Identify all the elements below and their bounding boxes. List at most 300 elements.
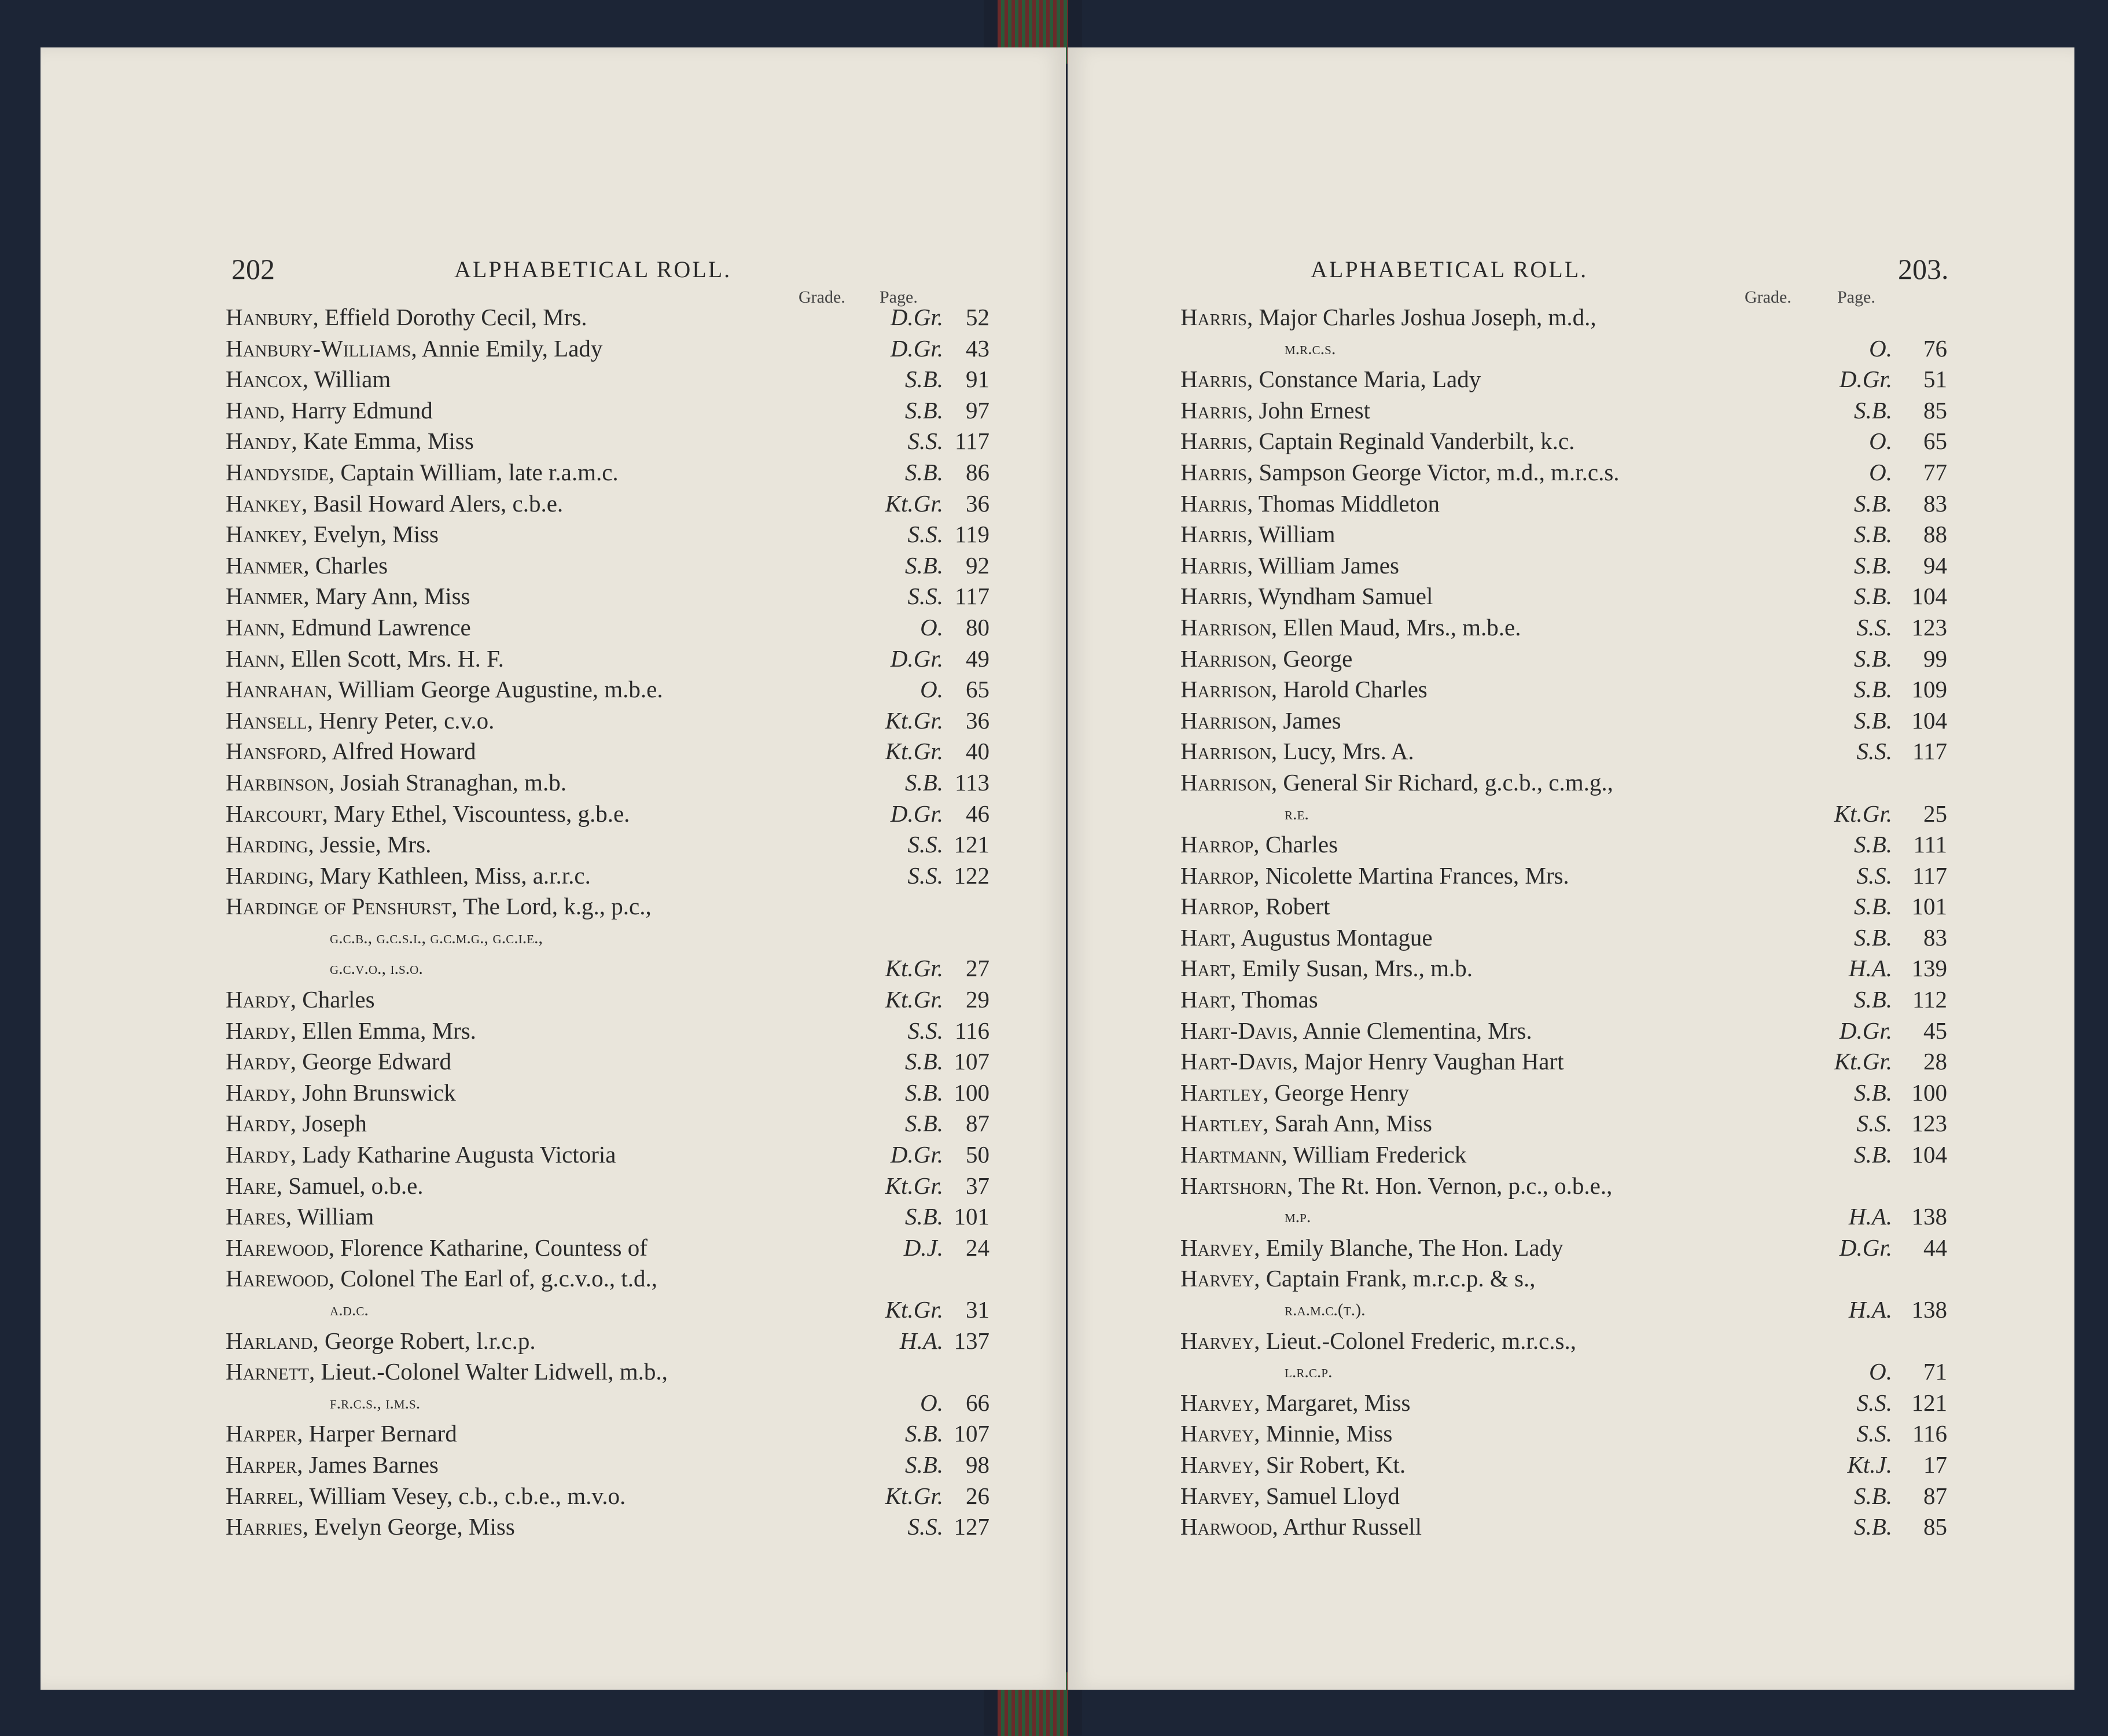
entry-name: [226, 799, 630, 830]
entry-row: [1180, 612, 1950, 643]
entry-grade: Kt.Gr.: [885, 1296, 943, 1323]
entry-row: [1180, 364, 1950, 395]
entry-page: 85: [1923, 1513, 1947, 1540]
entry-name: [1180, 829, 1338, 860]
entry-page: 80: [966, 613, 989, 641]
entry-row: [226, 519, 989, 550]
entry-row: [1180, 891, 1950, 922]
entry-name: [226, 488, 563, 520]
entry-name: [1180, 1016, 1532, 1047]
entry-row: [226, 1139, 989, 1171]
entry-continuation-row: [226, 922, 989, 954]
entry-row: [226, 612, 989, 643]
entry-surname: Harris,: [1180, 304, 1253, 330]
entry-given-names: George Edward: [302, 1048, 451, 1075]
entry-page: 24: [966, 1234, 989, 1261]
entry-row: [226, 860, 989, 892]
entry-given-names: Evelyn, Miss: [313, 521, 439, 548]
entry-name: [226, 1450, 439, 1481]
entry-row: [226, 302, 989, 333]
entry-grade: D.Gr.: [890, 304, 943, 330]
entry-row: [1180, 1418, 1950, 1450]
entry-name: [1180, 550, 1399, 582]
entry-page: 104: [1911, 583, 1947, 610]
entry-name: [1180, 922, 1433, 954]
entry-grade: S.B.: [1853, 490, 1892, 517]
entry-surname: Harvey,: [1180, 1265, 1260, 1292]
entry-given-names: The Lord, k.g., p.c.,: [463, 893, 652, 920]
entry-name: [226, 364, 391, 395]
entry-continuation-text: f.r.c.s., i.m.s.: [330, 1393, 421, 1413]
entry-grade: Kt.Gr.: [885, 490, 943, 517]
right-grade-header: Grade.: [1745, 288, 1791, 307]
entry-row: [226, 1108, 989, 1139]
entry-given-names: Augustus Montague: [1241, 924, 1433, 951]
entry-grade: O.: [1869, 458, 1892, 486]
entry-name: [1180, 612, 1521, 643]
entry-row: [226, 1356, 989, 1388]
entry-row: [1180, 674, 1950, 705]
entry-page: 116: [1912, 1420, 1947, 1447]
entry-continuation-text: g.c.v.o., i.s.o.: [330, 959, 423, 979]
entry-grade: O.: [1869, 428, 1892, 455]
entry-grade: S.B.: [904, 458, 943, 486]
entry-name: [226, 643, 504, 675]
entry-grade: S.S.: [1856, 738, 1892, 765]
entry-page: 40: [966, 738, 989, 765]
entry-grade: Kt.Gr.: [885, 1482, 943, 1509]
entry-name: [226, 674, 663, 705]
entry-row: [226, 395, 989, 426]
entry-row: [1180, 1171, 1950, 1202]
entry-given-names: Charles: [1265, 831, 1338, 858]
entry-page: 83: [1923, 924, 1947, 951]
entry-grade: S.B.: [1853, 645, 1892, 672]
entry-given-names: Nicolette Martina Frances, Mrs.: [1265, 862, 1569, 889]
entry-name: [1285, 799, 1309, 830]
entry-row: [1180, 1263, 1950, 1294]
entry-page: 98: [966, 1451, 989, 1478]
left-page-title: ALPHABETICAL ROLL.: [454, 256, 732, 282]
entry-name: [330, 953, 423, 984]
entry-row: [1180, 395, 1950, 426]
entry-given-names: James: [1283, 707, 1341, 734]
entry-page: 88: [1923, 521, 1947, 548]
entry-grade: S.B.: [904, 396, 943, 424]
entry-surname: Harris,: [1180, 396, 1253, 424]
entry-grade: S.B.: [1853, 521, 1892, 548]
entry-surname: Hansford,: [226, 738, 328, 765]
entry-surname: Hardy,: [226, 1079, 297, 1106]
entry-surname: Hart-Davis,: [1180, 1017, 1298, 1044]
entry-page: 109: [1911, 676, 1947, 703]
entry-surname: Harris,: [1180, 551, 1253, 579]
entry-row: [226, 550, 989, 582]
entry-surname: Harris,: [1180, 521, 1253, 548]
entry-given-names: William: [314, 366, 391, 393]
entry-name: [226, 333, 602, 365]
entry-page: 28: [1923, 1048, 1947, 1075]
entry-surname: Harvey,: [1180, 1482, 1260, 1509]
entry-page: 101: [954, 1203, 989, 1230]
entry-grade: S.B.: [1853, 551, 1892, 579]
entry-surname: Harrison,: [1180, 768, 1278, 796]
right-page-header: [1180, 253, 1950, 290]
entry-name: [1180, 1139, 1466, 1171]
entry-page: 138: [1911, 1203, 1947, 1230]
entry-name: [1180, 891, 1330, 922]
entry-given-names: Margaret, Miss: [1265, 1389, 1411, 1416]
entry-given-names: Robert: [1265, 893, 1330, 920]
entry-page: 139: [1911, 955, 1947, 982]
entry-page: 100: [1911, 1079, 1947, 1106]
entry-grade: S.B.: [1853, 676, 1892, 703]
entry-surname: Hart-Davis,: [1180, 1048, 1298, 1075]
entry-row: [1180, 767, 1950, 799]
entry-surname: Handy,: [226, 428, 297, 455]
entry-grade: Kt.Gr.: [885, 955, 943, 982]
entry-grade: S.B.: [1853, 1141, 1892, 1168]
entry-surname: Hanrahan,: [226, 676, 333, 703]
entry-given-names: George Henry: [1274, 1079, 1410, 1106]
entry-name: [1180, 1388, 1410, 1419]
entry-surname: Harvey,: [1180, 1389, 1260, 1416]
entry-name: [1180, 1263, 1535, 1294]
entry-page: 92: [966, 551, 989, 579]
entry-name: [1180, 1481, 1400, 1512]
entry-grade: D.Gr.: [890, 645, 943, 672]
entry-surname: Harnett,: [226, 1358, 315, 1385]
entry-continuation-text: r.a.m.c.(t.).: [1285, 1300, 1366, 1319]
left-entries-list: [226, 302, 989, 1543]
entry-page: 66: [966, 1389, 989, 1416]
entry-row: [226, 364, 989, 395]
entry-grade: S.B.: [904, 1451, 943, 1478]
entry-page: 99: [1923, 645, 1947, 672]
entry-name: [226, 1263, 657, 1294]
entry-given-names: Constance Maria, Lady: [1259, 366, 1481, 393]
entry-grade: D.Gr.: [890, 1141, 943, 1168]
entry-surname: Harper,: [226, 1420, 303, 1447]
entry-given-names: Mary Ann, Miss: [315, 583, 470, 610]
entry-page: 104: [1911, 1141, 1947, 1168]
entry-continuation-row: [226, 1294, 989, 1326]
entry-grade: S.B.: [904, 1110, 943, 1137]
entry-surname: Hares,: [226, 1203, 292, 1230]
entry-row: [226, 1263, 989, 1294]
entry-surname: Harris,: [1180, 490, 1253, 517]
entry-given-names: Samuel Lloyd: [1265, 1482, 1400, 1509]
entry-page: 45: [1923, 1017, 1947, 1044]
entry-row: [1180, 736, 1950, 767]
entry-surname: Hartley,: [1180, 1079, 1269, 1106]
entry-grade: H.A.: [1848, 955, 1892, 982]
entry-surname: Harvey,: [1180, 1451, 1260, 1478]
entry-surname: Harrel,: [226, 1482, 304, 1509]
entry-given-names: Thomas Middleton: [1258, 490, 1440, 517]
right-entries-list: [1180, 302, 1950, 1543]
entry-row: [226, 1450, 989, 1481]
entry-page: 31: [966, 1296, 989, 1323]
entry-surname: Hann,: [226, 613, 285, 641]
entry-given-names: Captain Frank, m.r.c.p. & s.,: [1265, 1265, 1536, 1292]
entry-name: [226, 612, 471, 643]
entry-row: [226, 1233, 989, 1264]
entry-page: 17: [1923, 1451, 1947, 1478]
entry-name: [226, 1016, 476, 1047]
entry-continuation-row: [226, 953, 989, 984]
entry-name: [1180, 302, 1596, 333]
entry-grade: S.B.: [904, 1079, 943, 1106]
entry-given-names: The Rt. Hon. Vernon, p.c., o.b.e.,: [1298, 1172, 1613, 1199]
entry-grade: S.B.: [1853, 1482, 1892, 1509]
entry-name: [226, 581, 470, 612]
entry-surname: Harvey,: [1180, 1234, 1260, 1261]
entry-grade: H.A.: [1848, 1203, 1892, 1230]
entry-given-names: Ellen Maud, Mrs., m.b.e.: [1283, 613, 1521, 641]
entry-given-names: General Sir Richard, g.c.b., c.m.g.,: [1283, 768, 1613, 796]
entry-grade: S.S.: [907, 862, 943, 889]
entry-row: [226, 891, 989, 922]
entry-continuation-row: [226, 1388, 989, 1419]
entry-name: [1180, 1233, 1563, 1264]
entry-page: 52: [966, 304, 989, 330]
entry-grade: S.B.: [1853, 924, 1892, 951]
entry-name: [226, 302, 587, 333]
entry-given-names: Harry Edmund: [290, 396, 433, 424]
entry-surname: Harrison,: [1180, 707, 1278, 734]
entry-name: [1180, 581, 1433, 612]
left-page-number: 202: [231, 253, 275, 285]
entry-name: [226, 1139, 616, 1171]
entry-name: [226, 984, 375, 1016]
entry-given-names: Sir Robert, Kt.: [1265, 1451, 1406, 1478]
entry-name: [1180, 1046, 1564, 1077]
entry-name: [226, 829, 431, 860]
entry-name: [1180, 426, 1574, 457]
entry-grade: S.B.: [904, 1048, 943, 1075]
entry-row: [1180, 1450, 1950, 1481]
entry-row: [1180, 922, 1950, 954]
entry-name: [1285, 1356, 1333, 1388]
entry-page: 29: [966, 986, 989, 1013]
entry-given-names: William George Augustine, m.b.e.: [338, 676, 663, 703]
entry-page: 87: [966, 1110, 989, 1137]
entry-grade: S.B.: [904, 551, 943, 579]
entry-row: [226, 643, 989, 675]
entry-surname: Hardy,: [226, 1141, 297, 1168]
entry-grade: S.S.: [907, 1513, 943, 1540]
entry-surname: Harding,: [226, 831, 314, 858]
entry-grade: S.S.: [907, 521, 943, 548]
entry-given-names: Effield Dorothy Cecil, Mrs.: [324, 304, 587, 330]
entry-grade: Kt.Gr.: [885, 1172, 943, 1199]
entry-grade: O.: [920, 676, 943, 703]
entry-row: [1180, 829, 1950, 860]
entry-given-names: Charles: [302, 986, 375, 1013]
entry-given-names: Harper Bernard: [308, 1420, 457, 1447]
entry-row: [226, 581, 989, 612]
entry-surname: Hardinge of Penshurst,: [226, 893, 458, 920]
entry-row: [1180, 953, 1950, 984]
entry-given-names: John Ernest: [1259, 396, 1370, 424]
entry-surname: Harrop,: [1180, 862, 1260, 889]
entry-given-names: Annie Clementina, Mrs.: [1303, 1017, 1532, 1044]
entry-grade: S.B.: [904, 1203, 943, 1230]
entry-surname: Hart,: [1180, 986, 1237, 1013]
entry-grade: S.B.: [1853, 986, 1892, 1013]
entry-given-names: Josiah Stranaghan, m.b.: [340, 768, 566, 796]
entry-surname: Hankey,: [226, 521, 308, 548]
entry-given-names: Minnie, Miss: [1265, 1420, 1393, 1447]
entry-grade: S.B.: [1853, 893, 1892, 920]
entry-grade: Kt.Gr.: [1834, 800, 1892, 827]
entry-row: [226, 457, 989, 488]
entry-given-names: Samuel, o.b.e.: [288, 1172, 424, 1199]
left-page-header: [231, 253, 984, 290]
entry-page: 83: [1923, 490, 1947, 517]
entry-given-names: Emily Susan, Mrs., m.b.: [1242, 955, 1473, 982]
entry-given-names: Kate Emma, Miss: [303, 428, 474, 455]
entry-row: [1180, 302, 1950, 333]
entry-surname: Harbinson,: [226, 768, 335, 796]
entry-grade: S.B.: [1853, 707, 1892, 734]
right-page-col-header: Page.: [1837, 288, 1875, 307]
entry-name: [226, 550, 388, 582]
entry-continuation-text: m.r.c.s.: [1285, 339, 1336, 358]
entry-continuation-row: [1180, 799, 1950, 830]
entry-grade: H.A.: [1848, 1296, 1892, 1323]
entry-name: [1180, 643, 1352, 675]
entry-page: 25: [1923, 800, 1947, 827]
entry-given-names: John Brunswick: [302, 1079, 456, 1106]
entry-name: [226, 1171, 424, 1202]
entry-grade: S.S.: [907, 583, 943, 610]
entry-grade: D.Gr.: [1839, 1234, 1892, 1261]
entry-name: [226, 736, 476, 767]
entry-surname: Harvey,: [1180, 1327, 1260, 1354]
entry-name: [226, 1077, 456, 1109]
entry-grade: Kt.Gr.: [885, 707, 943, 734]
entry-page: 49: [966, 645, 989, 672]
entry-surname: Hanbury-Williams,: [226, 334, 417, 362]
entry-page: 104: [1911, 707, 1947, 734]
right-page: [1068, 47, 2074, 1690]
entry-name: [226, 457, 619, 488]
entry-row: [1180, 581, 1950, 612]
entry-row: [1180, 1481, 1950, 1512]
entry-given-names: Evelyn George, Miss: [314, 1513, 515, 1540]
entry-name: [1180, 364, 1481, 395]
left-page-col-header: Page.: [880, 288, 918, 307]
right-page-number: 203.: [1898, 253, 1949, 285]
entry-page: 138: [1911, 1296, 1947, 1323]
entry-page: 46: [966, 800, 989, 827]
entry-grade: O.: [920, 613, 943, 641]
entry-name: [226, 1201, 374, 1233]
entry-page: 107: [954, 1420, 989, 1447]
entry-surname: Harcourt,: [226, 800, 328, 827]
entry-page: 76: [1923, 334, 1947, 362]
entry-page: 123: [1911, 1110, 1947, 1137]
entry-row: [1180, 1233, 1950, 1264]
entry-surname: Harris,: [1180, 458, 1253, 486]
entry-row: [226, 1326, 989, 1357]
entry-surname: Harding,: [226, 862, 314, 889]
entry-surname: Hankey,: [226, 490, 308, 517]
entry-row: [226, 1481, 989, 1512]
entry-page: 51: [1923, 366, 1947, 393]
entry-page: 71: [1923, 1358, 1947, 1385]
entry-page: 119: [955, 521, 989, 548]
entry-page: 37: [966, 1172, 989, 1199]
entry-page: 116: [955, 1017, 989, 1044]
entry-surname: Harewood,: [226, 1265, 335, 1292]
entry-given-names: Captain Reginald Vanderbilt, k.c.: [1259, 428, 1575, 455]
entry-surname: Harland,: [226, 1327, 319, 1354]
entry-name: [1180, 1171, 1612, 1202]
entry-given-names: Emily Blanche, The Hon. Lady: [1265, 1234, 1563, 1261]
entry-grade: S.S.: [907, 428, 943, 455]
entry-surname: Harewood,: [226, 1234, 335, 1261]
entry-grade: Kt.J.: [1847, 1451, 1892, 1478]
entry-row: [1180, 860, 1950, 892]
entry-given-names: Major Charles Joshua Joseph, m.d.,: [1259, 304, 1596, 330]
entry-name: [226, 1326, 536, 1357]
entry-given-names: George: [1283, 645, 1353, 672]
entry-page: 117: [955, 428, 989, 455]
entry-grade: S.B.: [1853, 1513, 1892, 1540]
entry-row: [1180, 1388, 1950, 1419]
entry-row: [226, 488, 989, 520]
entry-row: [226, 333, 989, 365]
entry-surname: Harrop,: [1180, 831, 1260, 858]
entry-page: 123: [1911, 613, 1947, 641]
entry-continuation-row: [1180, 1356, 1950, 1388]
entry-continuation-text: l.r.c.p.: [1285, 1362, 1333, 1382]
entry-given-names: William Frederick: [1293, 1141, 1467, 1168]
entry-grade: Kt.Gr.: [885, 738, 943, 765]
entry-name: [226, 705, 494, 737]
entry-page: 137: [954, 1327, 989, 1354]
entry-grade: S.S.: [1856, 613, 1892, 641]
entry-surname: Hartshorn,: [1180, 1172, 1293, 1199]
entry-name: [226, 1233, 648, 1264]
entry-grade: S.S.: [907, 1017, 943, 1044]
entry-given-names: Lucy, Mrs. A.: [1283, 738, 1414, 765]
entry-name: [1180, 488, 1440, 520]
entry-grade: S.S.: [1856, 1420, 1892, 1447]
entry-surname: Hanmer,: [226, 551, 310, 579]
entry-given-names: Charles: [315, 551, 388, 579]
entry-grade: D.J.: [903, 1234, 943, 1261]
entry-row: [1180, 1139, 1950, 1171]
entry-surname: Harrop,: [1180, 893, 1260, 920]
entry-page: 85: [1923, 396, 1947, 424]
entry-name: [226, 426, 474, 457]
entry-given-names: Wyndham Samuel: [1258, 583, 1433, 610]
entry-name: [1285, 1294, 1366, 1326]
entry-given-names: Harold Charles: [1283, 676, 1428, 703]
right-page-title: ALPHABETICAL ROLL.: [1311, 256, 1588, 282]
entry-grade: S.B.: [1853, 583, 1892, 610]
entry-grade: H.A.: [899, 1327, 943, 1354]
entry-name: [226, 1046, 451, 1077]
entry-continuation-row: [1180, 1201, 1950, 1233]
entry-surname: Hart,: [1180, 955, 1237, 982]
entry-grade: S.S.: [907, 831, 943, 858]
entry-name: [1180, 1108, 1432, 1139]
